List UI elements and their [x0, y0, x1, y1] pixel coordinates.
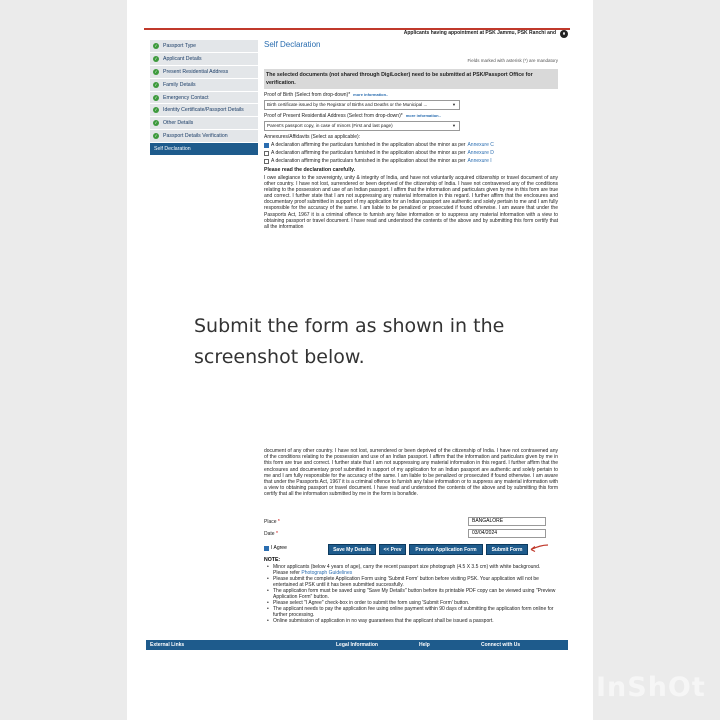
proof-of-address-text: Proof of Present Residential Address (Select from drop-down)* — [264, 113, 403, 119]
annexures-label: Annexures/Affidavits (Select as applicable): — [264, 134, 361, 140]
sidebar-item-label: Present Residential Address — [163, 68, 229, 75]
save-details-button[interactable]: Save My Details — [328, 544, 376, 555]
page-title: Self Declaration — [264, 40, 321, 49]
sidebar-item-label: Applicant Details — [163, 55, 202, 62]
inshot-watermark-logo: InShOt — [596, 672, 706, 703]
verification-notice: The selected documents (not shared through DigiLocker) need to be submitted at PSK/Passport Office for verification. — [264, 69, 558, 89]
note-item: • Please submit the complete Application Form using 'Submit Form' button before visiting PSK. Your application will not be entertained at PSK until it has been submitted successfully. — [266, 576, 556, 588]
annexure-option — [264, 150, 558, 156]
check-icon: ✓ — [154, 94, 158, 100]
agree-checkbox-row[interactable] — [264, 545, 287, 551]
sidebar-item-other-details[interactable] — [150, 117, 258, 130]
proof-of-address-value: Parent's passport copy, in case of minors (First and last page) — [267, 123, 393, 128]
check-icon: ✓ — [154, 68, 158, 74]
place-label-text: Place — [264, 519, 277, 525]
proof-of-address-select[interactable] — [264, 121, 460, 131]
annexure-checkbox[interactable] — [264, 143, 269, 148]
read-declaration-heading: Please read the declaration carefully. — [264, 167, 356, 173]
required-marker: * — [277, 519, 280, 525]
sidebar-item-passport-type[interactable] — [150, 40, 258, 53]
pause-icon[interactable]: ⏸ — [560, 30, 568, 38]
sidebar-item-label: Other Details — [163, 120, 194, 127]
footer-connect[interactable]: Connect with Us — [481, 642, 521, 648]
sidebar-item-self-declaration[interactable] — [150, 143, 258, 156]
prev-button[interactable]: << Prev — [379, 544, 406, 555]
sidebar-item-label: Family Details — [163, 81, 196, 88]
submit-form-button[interactable]: Submit Form — [486, 544, 528, 555]
sidebar-item-label: Passport Type — [163, 42, 197, 49]
declaration-text: document of any other country. I have not lost, surrendered or been deprived of the citizenship of India. I have not contravened any of the conditions relating to the possession and use of an Indian passport. I affirm that the information and particulars given by me in this form are true and correct. I further state that I am not suppressing any material information in this regard. I further affirm that the enclosures and documentary proof submitted in support of my application for an Indian passport are authentic and solely pertain to me and I am fully responsible for the accuracy of the same. I am liable to be penalized or prosecuted if found otherwise. I am aware that under the Passports Act, 1967 it is a criminal offence to furnish any false information or to suppress any material information with a view to obtaining passport or travel document. I have read and understood the contents of the above and by submitting this form certify that all the information submitted by me in the form is bonafide. — [264, 448, 558, 498]
instruction-caption: Submit the form as shown in the screenshot below. — [194, 315, 505, 368]
check-icon: ✓ — [154, 133, 158, 139]
annexure-text: A declaration affirming the particulars furnished in the application about the minor as per — [271, 142, 466, 148]
self-declaration-panel — [264, 40, 558, 230]
annexure-link[interactable]: Annexure D — [467, 150, 494, 156]
note-item — [266, 564, 556, 576]
date-field[interactable]: 03/04/2024 — [468, 529, 546, 538]
preview-form-button[interactable]: Preview Application Form — [409, 544, 483, 555]
note-item: • The applicant needs to pay the application fee using online payment within 90 days of submitting the application form online for further processing. — [266, 606, 556, 618]
check-icon: ✓ — [154, 107, 158, 113]
annexure-link[interactable]: Annexure I — [467, 158, 492, 164]
date-label — [264, 531, 278, 537]
check-icon: ✓ — [154, 81, 158, 87]
sidebar-item-label: Emergency Contact — [163, 94, 209, 101]
sidebar-item-label: Passport Details Verification — [163, 133, 228, 140]
annexure-link[interactable]: Annexure C — [467, 142, 494, 148]
screenshot-self-declaration — [144, 28, 570, 250]
proof-of-address-label — [264, 113, 558, 119]
proof-of-birth-select[interactable] — [264, 100, 460, 110]
agree-label: I Agree — [271, 545, 287, 551]
proof-of-birth-value: Birth certificate issued by the Registrar of Births and Deaths or the Municipal ... — [267, 102, 428, 107]
mandatory-note: Fields marked with asterisk (*) are mandatory — [467, 58, 558, 63]
footer-help[interactable]: Help — [419, 642, 430, 648]
agree-checkbox[interactable] — [264, 546, 269, 551]
sidebar-item-applicant-details[interactable] — [150, 53, 258, 66]
note-item: • Please select "I Agree" check-box in order to submit the form using 'Submit Form' button. — [266, 600, 556, 606]
check-icon: ✓ — [154, 42, 158, 48]
place-label — [264, 519, 280, 525]
note-text: Minor applicants (below 4 years of age), carry the recent passport size photograph (4.5 X 3.5 cm) with white background. Please refer — [273, 564, 541, 576]
annexure-checkbox[interactable] — [264, 151, 269, 156]
sidebar-item-passport-verification[interactable] — [150, 130, 258, 143]
note-item: • The application form must be saved using "Save My Details" button before its printable PDF copy can be viewed using "Preview Application Form" button. — [266, 588, 556, 600]
sidebar-item-label: Self Declaration — [154, 146, 191, 153]
annexure-text: A declaration affirming the particulars furnished in the application about the minor as per — [271, 158, 466, 164]
site-footer — [146, 640, 568, 650]
check-icon: ✓ — [154, 55, 158, 61]
sidebar-item-family-details[interactable] — [150, 79, 258, 92]
sidebar-item-emergency-contact[interactable] — [150, 92, 258, 105]
proof-of-birth-label — [264, 92, 558, 98]
more-info-link[interactable]: more information.. — [353, 92, 389, 97]
annexure-checkbox[interactable] — [264, 159, 269, 164]
screenshot-submit-form — [144, 446, 570, 650]
notes-list — [266, 564, 556, 624]
annexure-option — [264, 158, 558, 164]
footer-external-links[interactable]: External Links — [150, 642, 185, 648]
chevron-down-icon: ▼ — [452, 102, 456, 107]
note-item: • Online submission of application in no way guarantees that the applicant shall be issued a passport. — [266, 618, 556, 624]
annexure-text: A declaration affirming the particulars furnished in the application about the minor as per — [271, 150, 466, 156]
place-field[interactable]: BANGALORE — [468, 517, 546, 526]
note-heading: NOTE: — [264, 557, 281, 563]
more-info-link[interactable]: more information.. — [405, 113, 441, 118]
date-label-text: Date — [264, 531, 275, 537]
annexure-option — [264, 142, 558, 148]
check-icon: ✓ — [154, 120, 158, 126]
red-arrow-annotation — [529, 543, 549, 553]
footer-legal-information[interactable]: Legal Information — [336, 642, 378, 648]
sidebar-item-identity-certificate[interactable] — [150, 104, 258, 117]
form-steps-sidebar — [150, 40, 258, 156]
required-marker: * — [275, 531, 278, 537]
sidebar-item-present-address[interactable] — [150, 66, 258, 79]
chevron-down-icon: ▼ — [452, 123, 456, 128]
sidebar-item-label: Identity Certificate/Passport Details — [163, 107, 244, 114]
photo-guidelines-link[interactable]: Photograph Guidelines — [301, 570, 353, 576]
declaration-text: I owe allegiance to the sovereignty, unity & integrity of India, and have not voluntarily acquired citizenship or travel document of any other country. I have not lost, surrendered or been deprived of the citizenship of India. I have not contravened any of the conditions relating to the possession and use of an Indian passport. I affirm that the information and particulars given by me in this form are true and correct. I further state that I am not suppressing any material information in this regard. I further affirm that the enclosures and documentary proof submitted in support of my application for an Indian passport are authentic and solely pertain to me and I am fully responsible for the accuracy of the same. I am liable to be penalized or prosecuted if found otherwise. I am aware that under the Passports Act, 1967 it is a criminal offence to furnish any false information or to suppress any material information with a view to obtaining passport or travel document. I have read and understood the contents of the above and by submitting this form certify that all the information — [264, 175, 558, 230]
proof-of-birth-text: Proof of Birth (Select from drop-down)* — [264, 92, 351, 98]
ticker-text: Applicants having appointment at PSK Jammu, PSK Ranchi and — [403, 30, 556, 36]
announcement-ticker — [144, 28, 570, 37]
